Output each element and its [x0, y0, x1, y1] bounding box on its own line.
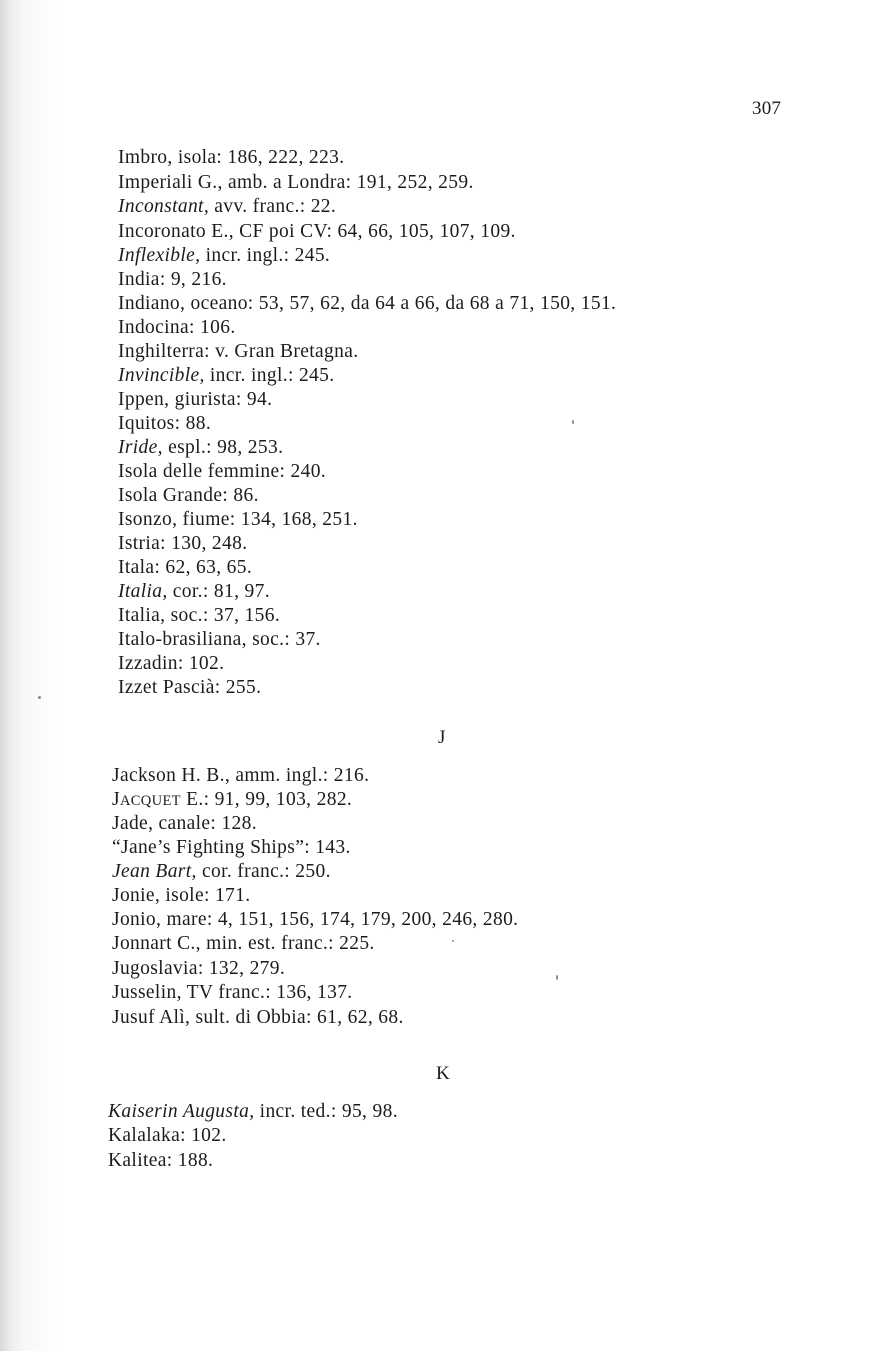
- scan-speck: [556, 975, 558, 980]
- index-entry: Isola Grande: 86.: [118, 485, 259, 506]
- scan-speck: [452, 940, 454, 942]
- index-entry: “Jane’s Fighting Ships”: 143.: [112, 837, 351, 858]
- index-entry: Inflexible, incr. ingl.: 245.: [118, 245, 331, 266]
- index-entry: Imbro, isola: 186, 222, 223.: [118, 147, 345, 168]
- scan-speck: [38, 696, 41, 699]
- index-entry: Jugoslavia: 132, 279.: [112, 958, 286, 979]
- index-entry: Isola delle femmine: 240.: [118, 461, 327, 482]
- index-entry: Kalalaka: 102.: [108, 1125, 227, 1146]
- index-entry: Isonzo, fiume: 134, 168, 251.: [118, 509, 358, 530]
- index-entry: Incoronato E., CF poi CV: 64, 66, 105, 107, 109.: [118, 221, 516, 242]
- index-entry: Kalitea: 188.: [108, 1150, 214, 1171]
- index-entry: Ippen, giurista: 94.: [118, 389, 273, 410]
- index-entry: Italo-brasiliana, soc.: 37.: [118, 629, 321, 650]
- index-entry: Italia, soc.: 37, 156.: [118, 605, 281, 626]
- index-entry: Jusselin, TV franc.: 136, 137.: [112, 982, 353, 1003]
- index-entry: Inghilterra: v. Gran Bretagna.: [118, 341, 359, 362]
- section-letter-heading: K: [436, 1063, 451, 1084]
- index-entry: Invincible, incr. ingl.: 245.: [118, 365, 335, 386]
- index-entry: Imperiali G., amb. a Londra: 191, 252, 259.: [118, 172, 474, 193]
- index-entry: Jean Bart, cor. franc.: 250.: [112, 861, 331, 882]
- index-entry: Italia, cor.: 81, 97.: [118, 581, 270, 602]
- page-number: 307: [752, 98, 782, 119]
- index-entry: Jonio, mare: 4, 151, 156, 174, 179, 200, 246, 280.: [112, 909, 519, 930]
- index-entry: Istria: 130, 248.: [118, 533, 248, 554]
- index-entry: India: 9, 216.: [118, 269, 227, 290]
- scan-speck: [572, 420, 574, 424]
- index-entry: Jonnart C., min. est. franc.: 225.: [112, 933, 375, 954]
- index-entry: Izzadin: 102.: [118, 653, 225, 674]
- index-entry: Jade, canale: 128.: [112, 813, 257, 834]
- index-entry: Kaiserin Augusta, incr. ted.: 95, 98.: [108, 1101, 398, 1122]
- index-entry: Iride, espl.: 98, 253.: [118, 437, 284, 458]
- index-entry: Indocina: 106.: [118, 317, 236, 338]
- section-letter-heading: J: [438, 727, 446, 748]
- index-entry: Inconstant, avv. franc.: 22.: [118, 196, 337, 217]
- index-entry: Iquitos: 88.: [118, 413, 212, 434]
- index-entry: JACQUET E.: 91, 99, 103, 282.: [112, 789, 353, 810]
- index-entry: Itala: 62, 63, 65.: [118, 557, 253, 578]
- index-entry: Jonie, isole: 171.: [112, 885, 251, 906]
- index-entry: Indiano, oceano: 53, 57, 62, da 64 a 66, da 68 a 71, 150, 151.: [118, 293, 617, 314]
- index-entry: Izzet Pascià: 255.: [118, 677, 262, 698]
- index-entry: Jusuf Alì, sult. di Obbia: 61, 62, 68.: [112, 1007, 404, 1028]
- index-entry: Jackson H. B., amm. ingl.: 216.: [112, 765, 370, 786]
